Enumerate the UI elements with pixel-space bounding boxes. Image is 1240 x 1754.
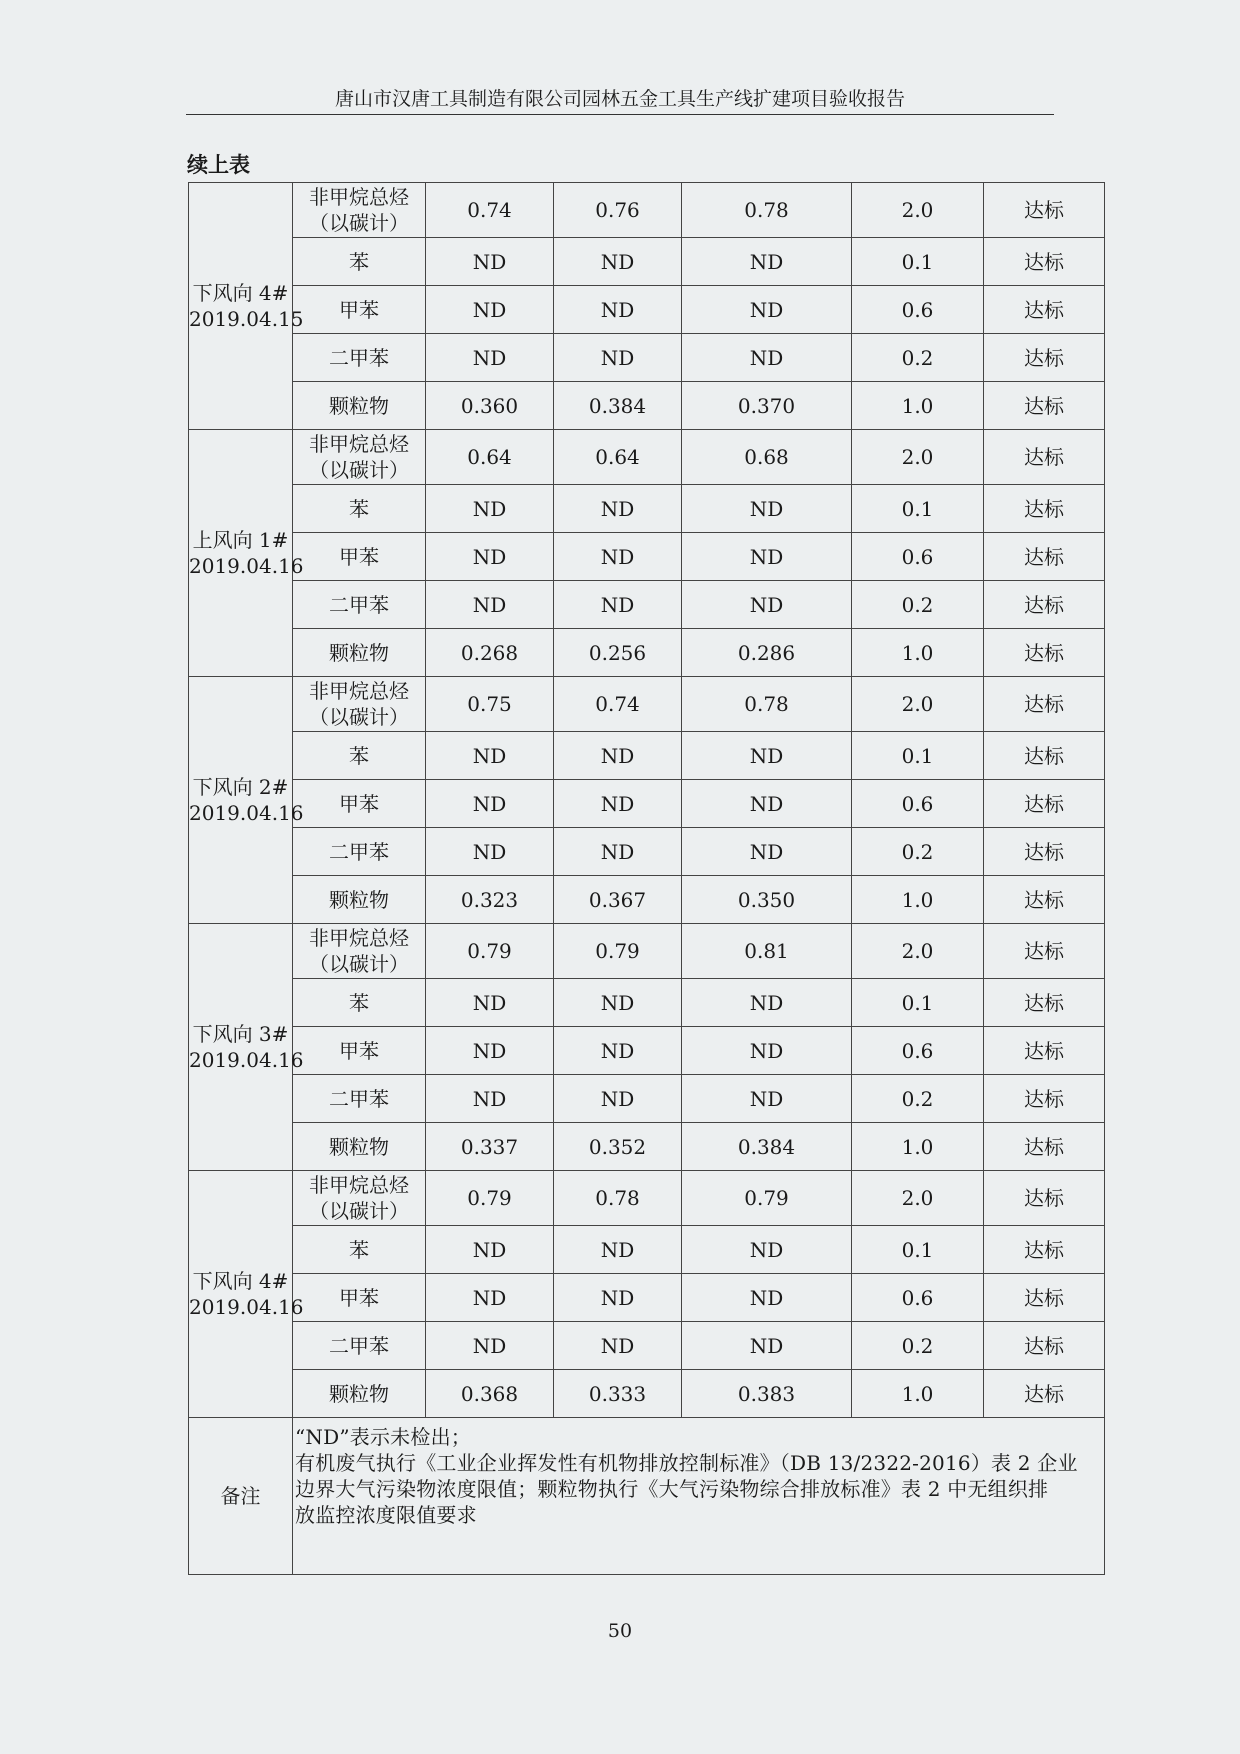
table-row xyxy=(189,1171,1105,1226)
measurement-3-cell: ND xyxy=(682,1226,852,1274)
compliance-result-cell: 达标 xyxy=(984,286,1105,334)
pollutant-cell xyxy=(293,1171,426,1226)
pollutant-cell xyxy=(293,1075,426,1123)
measurement-2-cell: ND xyxy=(554,1027,682,1075)
remarks-line: 边界大气污染物浓度限值；颗粒物执行《大气污染物综合排放标准》表 2 中无组织排 xyxy=(295,1477,1049,1501)
measurement-1-cell: ND xyxy=(426,581,554,629)
pollutant-cell xyxy=(293,732,426,780)
measurement-1-cell: ND xyxy=(426,1226,554,1274)
measurement-3-cell: ND xyxy=(682,1274,852,1322)
table-row xyxy=(189,286,1105,334)
pollutant-name: 二甲苯 xyxy=(329,345,389,370)
table-row xyxy=(189,979,1105,1027)
pollutant-name: 颗粒物 xyxy=(329,393,389,418)
pollutant-cell xyxy=(293,334,426,382)
measurement-1-cell: ND xyxy=(426,780,554,828)
table-row xyxy=(189,1075,1105,1123)
limit-value-cell: 0.6 xyxy=(852,533,984,581)
table-row xyxy=(189,382,1105,430)
sampling-point-cell xyxy=(189,1171,304,1418)
sampling-point-location: 下风向 4# xyxy=(192,1269,289,1293)
table-row xyxy=(189,1370,1105,1418)
measurement-1-cell: 0.337 xyxy=(426,1123,554,1171)
sampling-point-cell xyxy=(189,183,304,430)
table-row xyxy=(189,183,1105,238)
pollutant-cell xyxy=(293,629,426,677)
limit-value-cell: 0.6 xyxy=(852,286,984,334)
pollutant-name: 二甲苯 xyxy=(329,839,389,864)
table-row xyxy=(189,828,1105,876)
pollutant-name: （以碳计） xyxy=(309,458,409,482)
measurement-3-cell: ND xyxy=(682,533,852,581)
measurement-3-cell: 0.286 xyxy=(682,629,852,677)
measurement-2-cell: ND xyxy=(554,533,682,581)
measurement-2-cell: 0.64 xyxy=(554,430,682,485)
limit-value-cell: 0.6 xyxy=(852,780,984,828)
measurement-2-cell: ND xyxy=(554,828,682,876)
measurement-2-cell: ND xyxy=(554,238,682,286)
pollutant-name: 非甲烷总烃 xyxy=(309,679,409,703)
measurement-1-cell: 0.268 xyxy=(426,629,554,677)
measurement-2-cell: ND xyxy=(554,1226,682,1274)
pollutant-name: 甲苯 xyxy=(339,1285,379,1310)
limit-value-cell: 0.2 xyxy=(852,828,984,876)
table-row xyxy=(189,732,1105,780)
measurement-2-cell: ND xyxy=(554,1075,682,1123)
compliance-result-cell: 达标 xyxy=(984,924,1105,979)
compliance-result-cell: 达标 xyxy=(984,430,1105,485)
remarks-line: “ND”表示未检出； xyxy=(295,1425,471,1449)
limit-value-cell: 0.1 xyxy=(852,732,984,780)
compliance-result-cell: 达标 xyxy=(984,382,1105,430)
table-body xyxy=(189,183,1105,1575)
limit-value-cell: 0.1 xyxy=(852,485,984,533)
pollutant-cell xyxy=(293,828,426,876)
measurement-1-cell: 0.360 xyxy=(426,382,554,430)
pollutant-cell xyxy=(293,485,426,533)
measurement-1-cell: ND xyxy=(426,334,554,382)
measurement-2-cell: ND xyxy=(554,1274,682,1322)
pollutant-name: 非甲烷总烃 xyxy=(309,1173,409,1197)
measurement-2-cell: 0.352 xyxy=(554,1123,682,1171)
pollutant-name: 甲苯 xyxy=(339,544,379,569)
header-rule xyxy=(186,114,1054,115)
measurement-3-cell: 0.81 xyxy=(682,924,852,979)
compliance-result-cell: 达标 xyxy=(984,183,1105,238)
compliance-result-cell: 达标 xyxy=(984,533,1105,581)
sampling-date: 2019.04.16 xyxy=(189,801,304,825)
sampling-date: 2019.04.16 xyxy=(189,1295,304,1319)
sampling-point-location: 下风向 3# xyxy=(192,1022,289,1046)
pollutant-cell xyxy=(293,1274,426,1322)
limit-value-cell: 2.0 xyxy=(852,430,984,485)
pollutant-name: （以碳计） xyxy=(309,705,409,729)
limit-value-cell: 0.1 xyxy=(852,1226,984,1274)
compliance-result-cell: 达标 xyxy=(984,1123,1105,1171)
pollutant-cell xyxy=(293,286,426,334)
pollutant-name: 非甲烷总烃 xyxy=(309,432,409,456)
measurement-3-cell: 0.383 xyxy=(682,1370,852,1418)
table-row xyxy=(189,334,1105,382)
table-row xyxy=(189,1322,1105,1370)
measurement-3-cell: ND xyxy=(682,979,852,1027)
measurement-3-cell: 0.68 xyxy=(682,430,852,485)
sampling-point-location: 下风向 4# xyxy=(192,281,289,305)
measurement-2-cell: ND xyxy=(554,286,682,334)
measurement-3-cell: ND xyxy=(682,780,852,828)
sampling-date: 2019.04.16 xyxy=(189,1048,304,1072)
measurement-2-cell: 0.76 xyxy=(554,183,682,238)
pollutant-name: 非甲烷总烃 xyxy=(309,926,409,950)
pollutant-name: 甲苯 xyxy=(339,297,379,322)
pollutant-cell xyxy=(293,581,426,629)
measurement-1-cell: ND xyxy=(426,286,554,334)
table-row xyxy=(189,876,1105,924)
pollutant-cell xyxy=(293,183,426,238)
measurement-1-cell: ND xyxy=(426,732,554,780)
measurement-1-cell: 0.64 xyxy=(426,430,554,485)
sampling-point-location: 上风向 1# xyxy=(192,528,289,552)
table-row xyxy=(189,238,1105,286)
measurement-3-cell: 0.370 xyxy=(682,382,852,430)
table-row xyxy=(189,1123,1105,1171)
table-row xyxy=(189,581,1105,629)
remarks-text xyxy=(293,1418,1105,1575)
table-caption: 续上表 xyxy=(187,152,250,177)
measurement-1-cell: 0.75 xyxy=(426,677,554,732)
pollutant-name: 苯 xyxy=(349,496,369,521)
measurement-1-cell: ND xyxy=(426,979,554,1027)
measurement-3-cell: ND xyxy=(682,732,852,780)
pollutant-name: 苯 xyxy=(349,743,369,768)
measurement-3-cell: ND xyxy=(682,334,852,382)
pollutant-name: 颗粒物 xyxy=(329,640,389,665)
pollutant-cell xyxy=(293,1322,426,1370)
pollutant-cell xyxy=(293,876,426,924)
limit-value-cell: 1.0 xyxy=(852,876,984,924)
measurement-2-cell: 0.384 xyxy=(554,382,682,430)
pollutant-cell xyxy=(293,924,426,979)
limit-value-cell: 2.0 xyxy=(852,183,984,238)
pollutant-name: 苯 xyxy=(349,990,369,1015)
sampling-date: 2019.04.15 xyxy=(189,307,304,331)
measurement-2-cell: 0.256 xyxy=(554,629,682,677)
measurement-2-cell: 0.74 xyxy=(554,677,682,732)
pollutant-name: 二甲苯 xyxy=(329,1086,389,1111)
compliance-result-cell: 达标 xyxy=(984,1171,1105,1226)
sampling-point-cell xyxy=(189,430,304,677)
pollutant-name: （以碳计） xyxy=(309,1199,409,1223)
measurement-2-cell: 0.333 xyxy=(554,1370,682,1418)
compliance-result-cell: 达标 xyxy=(984,1274,1105,1322)
measurement-3-cell: ND xyxy=(682,828,852,876)
measurement-2-cell: ND xyxy=(554,581,682,629)
pollutant-name: 甲苯 xyxy=(339,1038,379,1063)
measurement-3-cell: ND xyxy=(682,1027,852,1075)
table-row xyxy=(189,924,1105,979)
measurement-1-cell: ND xyxy=(426,1075,554,1123)
pollutant-name: （以碳计） xyxy=(309,211,409,235)
compliance-result-cell: 达标 xyxy=(984,238,1105,286)
measurement-3-cell: 0.384 xyxy=(682,1123,852,1171)
measurement-2-cell: 0.78 xyxy=(554,1171,682,1226)
table-row xyxy=(189,629,1105,677)
pollutant-name: 苯 xyxy=(349,1237,369,1262)
pollutant-name: （以碳计） xyxy=(309,952,409,976)
measurement-2-cell: ND xyxy=(554,485,682,533)
compliance-result-cell: 达标 xyxy=(984,732,1105,780)
measurement-3-cell: ND xyxy=(682,286,852,334)
compliance-result-cell: 达标 xyxy=(984,979,1105,1027)
pollutant-cell xyxy=(293,1226,426,1274)
page-number: 50 xyxy=(607,1620,633,1642)
pollutant-cell xyxy=(293,1027,426,1075)
measurement-1-cell: ND xyxy=(426,1027,554,1075)
limit-value-cell: 2.0 xyxy=(852,1171,984,1226)
compliance-result-cell: 达标 xyxy=(984,1322,1105,1370)
limit-value-cell: 0.2 xyxy=(852,1075,984,1123)
sampling-point-cell xyxy=(189,924,304,1171)
measurement-1-cell: ND xyxy=(426,1274,554,1322)
measurement-3-cell: ND xyxy=(682,485,852,533)
pollutant-cell xyxy=(293,780,426,828)
sampling-point-location: 下风向 2# xyxy=(192,775,289,799)
limit-value-cell: 0.6 xyxy=(852,1027,984,1075)
pollutant-cell xyxy=(293,677,426,732)
measurement-1-cell: ND xyxy=(426,1322,554,1370)
limit-value-cell: 0.2 xyxy=(852,1322,984,1370)
table-row xyxy=(189,485,1105,533)
limit-value-cell: 0.2 xyxy=(852,581,984,629)
limit-value-cell: 1.0 xyxy=(852,1370,984,1418)
page-header-title: 唐山市汉唐工具制造有限公司园林五金工具生产线扩建项目验收报告 xyxy=(334,88,905,110)
measurement-3-cell: ND xyxy=(682,1322,852,1370)
pollutant-name: 颗粒物 xyxy=(329,1381,389,1406)
table-row xyxy=(189,1274,1105,1322)
limit-value-cell: 0.1 xyxy=(852,979,984,1027)
compliance-result-cell: 达标 xyxy=(984,876,1105,924)
compliance-result-cell: 达标 xyxy=(984,485,1105,533)
sampling-point-cell xyxy=(189,677,304,924)
pollutant-cell xyxy=(293,1123,426,1171)
measurement-3-cell: 0.78 xyxy=(682,183,852,238)
limit-value-cell: 2.0 xyxy=(852,924,984,979)
pollutant-name: 颗粒物 xyxy=(329,887,389,912)
measurement-2-cell: ND xyxy=(554,780,682,828)
limit-value-cell: 0.1 xyxy=(852,238,984,286)
measurement-3-cell: ND xyxy=(682,1075,852,1123)
pollutant-name: 二甲苯 xyxy=(329,1333,389,1358)
pollutant-name: 二甲苯 xyxy=(329,592,389,617)
remarks-row xyxy=(189,1418,1105,1575)
table-row xyxy=(189,533,1105,581)
measurement-1-cell: 0.323 xyxy=(426,876,554,924)
pollutant-name: 非甲烷总烃 xyxy=(309,185,409,209)
limit-value-cell: 0.6 xyxy=(852,1274,984,1322)
measurement-1-cell: ND xyxy=(426,533,554,581)
compliance-result-cell: 达标 xyxy=(984,629,1105,677)
measurement-1-cell: 0.79 xyxy=(426,924,554,979)
pollutant-cell xyxy=(293,382,426,430)
remarks-label: 备注 xyxy=(189,1418,293,1575)
measurement-2-cell: ND xyxy=(554,732,682,780)
measurement-1-cell: ND xyxy=(426,828,554,876)
measurement-2-cell: ND xyxy=(554,1322,682,1370)
compliance-result-cell: 达标 xyxy=(984,334,1105,382)
limit-value-cell: 2.0 xyxy=(852,677,984,732)
table-row xyxy=(189,780,1105,828)
measurement-2-cell: ND xyxy=(554,334,682,382)
pollutant-name: 苯 xyxy=(349,249,369,274)
compliance-result-cell: 达标 xyxy=(984,1226,1105,1274)
measurement-1-cell: ND xyxy=(426,238,554,286)
measurement-2-cell: 0.367 xyxy=(554,876,682,924)
measurement-3-cell: ND xyxy=(682,581,852,629)
table-row xyxy=(189,430,1105,485)
remarks-line: 有机废气执行《工业企业挥发性有机物排放控制标准》（DB 13/2322-2016）表 2 企业 xyxy=(295,1451,1078,1475)
sampling-date: 2019.04.16 xyxy=(189,554,304,578)
remarks-line: 放监控浓度限值要求 xyxy=(295,1503,477,1527)
pollutant-name: 颗粒物 xyxy=(329,1134,389,1159)
measurement-3-cell: 0.79 xyxy=(682,1171,852,1226)
pollutant-cell xyxy=(293,238,426,286)
table-row xyxy=(189,1226,1105,1274)
pollutant-cell xyxy=(293,979,426,1027)
pollutant-cell xyxy=(293,533,426,581)
compliance-result-cell: 达标 xyxy=(984,1075,1105,1123)
compliance-result-cell: 达标 xyxy=(984,828,1105,876)
monitoring-results-table xyxy=(188,182,1105,1575)
measurement-3-cell: ND xyxy=(682,238,852,286)
compliance-result-cell: 达标 xyxy=(984,1027,1105,1075)
compliance-result-cell: 达标 xyxy=(984,780,1105,828)
limit-value-cell: 1.0 xyxy=(852,629,984,677)
table-row xyxy=(189,677,1105,732)
measurement-3-cell: 0.350 xyxy=(682,876,852,924)
measurement-3-cell: 0.78 xyxy=(682,677,852,732)
pollutant-cell xyxy=(293,430,426,485)
measurement-1-cell: 0.74 xyxy=(426,183,554,238)
pollutant-cell xyxy=(293,1370,426,1418)
limit-value-cell: 1.0 xyxy=(852,1123,984,1171)
measurement-2-cell: 0.79 xyxy=(554,924,682,979)
compliance-result-cell: 达标 xyxy=(984,1370,1105,1418)
table-row xyxy=(189,1027,1105,1075)
compliance-result-cell: 达标 xyxy=(984,581,1105,629)
compliance-result-cell: 达标 xyxy=(984,677,1105,732)
measurement-1-cell: 0.368 xyxy=(426,1370,554,1418)
measurement-2-cell: ND xyxy=(554,979,682,1027)
pollutant-name: 甲苯 xyxy=(339,791,379,816)
measurement-1-cell: 0.79 xyxy=(426,1171,554,1226)
limit-value-cell: 1.0 xyxy=(852,382,984,430)
limit-value-cell: 0.2 xyxy=(852,334,984,382)
measurement-1-cell: ND xyxy=(426,485,554,533)
